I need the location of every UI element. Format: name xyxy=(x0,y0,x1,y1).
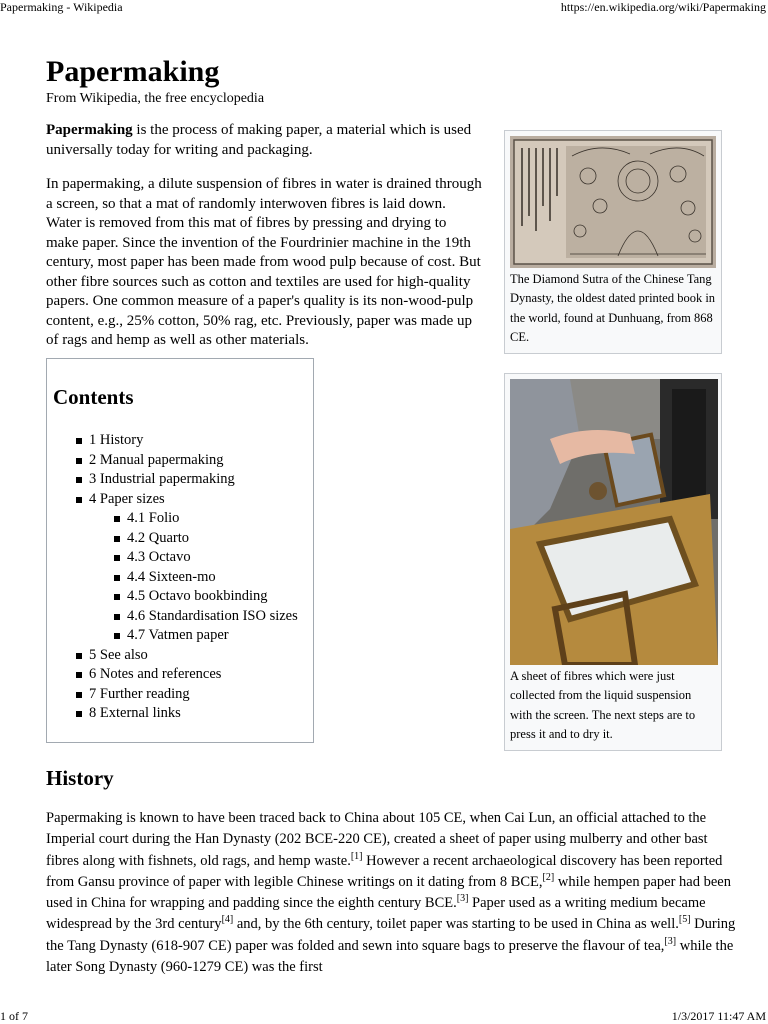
toc-item[interactable] xyxy=(47,607,315,627)
reference-link[interactable]: [1] xyxy=(350,850,363,862)
bullet-icon xyxy=(114,633,120,639)
page-title: Papermaking xyxy=(46,55,220,88)
toc-item[interactable] xyxy=(47,431,315,451)
bullet-icon xyxy=(76,672,82,678)
toc-item[interactable] xyxy=(47,529,315,549)
toc-item-label: 4.3 Octavo xyxy=(127,549,191,565)
toc-item[interactable] xyxy=(47,665,315,685)
intro-paragraph-1 xyxy=(46,121,482,160)
history-text: Papermaking is known to have been traced back to China about 105 CE, when Cai Lun, an official attached to the Imperial court during the Han Dynasty (202 BCE-220 CE), created a sheet of paper using mulberry and other bast fibres along with fishnets, old rags, and hemp waste. xyxy=(46,810,708,869)
history-text: During the Tang Dynasty (618-907 CE) paper was folded and sewn into square bags to preserve the flavour of tea, xyxy=(46,916,736,954)
toc-title: Contents xyxy=(53,385,134,409)
toc-item[interactable] xyxy=(47,548,315,568)
bullet-icon xyxy=(114,536,120,542)
toc-item-label: 4.7 Vatmen paper xyxy=(127,627,229,643)
bullet-icon xyxy=(76,458,82,464)
toc-item[interactable] xyxy=(47,704,315,724)
history-text: Paper used as a writing medium became widespread by the 3rd century xyxy=(46,895,706,933)
toc-item-label: 4.6 Standardisation ISO sizes xyxy=(127,607,298,624)
toc-item-label: 2 Manual papermaking xyxy=(89,451,224,468)
reference-link[interactable]: [2] xyxy=(542,872,555,884)
history-text: while hempen paper had been used in China for wrapping and padding since the eighth century BCE. xyxy=(46,873,731,912)
figure-caption: A sheet of fibres which were just collected from the liquid suspension with the screen. The next steps are to press it and to dry it. xyxy=(510,669,696,741)
bullet-icon xyxy=(76,653,82,659)
toc-item-label: 4.2 Quarto xyxy=(127,529,190,546)
reference-link[interactable]: [3] xyxy=(664,935,677,947)
bullet-icon xyxy=(114,516,120,522)
toc-item-label: 1 History xyxy=(89,432,144,448)
history-text: and, by the 6th century, toilet paper was starting to be used in China as well. xyxy=(233,916,679,933)
print-footer-timestamp: 1/3/2017 11:47 AM xyxy=(671,1009,766,1023)
figure-diamond-sutra xyxy=(504,130,722,354)
bullet-icon xyxy=(76,477,82,483)
toc-item[interactable] xyxy=(47,509,315,529)
toc-item[interactable] xyxy=(47,568,315,588)
toc-item-label: 4.5 Octavo bookbinding xyxy=(127,588,268,604)
reference-link[interactable]: [3] xyxy=(456,893,469,905)
intro-bold-term: Papermaking xyxy=(46,122,133,138)
paper-sheet-photo[interactable] xyxy=(510,379,718,665)
toc-item-label: 4 Paper sizes xyxy=(89,490,165,507)
toc-item[interactable] xyxy=(47,685,315,705)
diamond-sutra-image[interactable] xyxy=(510,136,716,268)
section-heading-history: History xyxy=(46,766,114,790)
bullet-icon xyxy=(114,555,120,561)
intro-text: is the process of making paper, a material which is used universally today for writing and packaging. xyxy=(46,122,472,158)
table-of-contents xyxy=(46,358,314,743)
bullet-icon xyxy=(114,575,120,581)
toc-item[interactable] xyxy=(47,451,315,471)
bullet-icon xyxy=(76,497,82,503)
toc-item-label: 4.4 Sixteen-mo xyxy=(127,568,216,585)
toc-item[interactable] xyxy=(47,626,315,646)
print-footer-page: 1 of 7 xyxy=(0,1009,28,1023)
bullet-icon xyxy=(76,692,82,698)
toc-item-label: 3 Industrial papermaking xyxy=(89,471,235,487)
reference-link[interactable]: [5] xyxy=(678,914,691,926)
toc-item[interactable] xyxy=(47,646,315,666)
figure-paper-sheet xyxy=(504,373,722,751)
toc-item-label: 7 Further reading xyxy=(89,685,190,702)
toc-item[interactable] xyxy=(47,470,315,490)
toc-item-label: 5 See also xyxy=(89,646,148,663)
bullet-icon xyxy=(76,711,82,717)
toc-item-label: 4.1 Folio xyxy=(127,510,180,526)
figure-caption: The Diamond Sutra of the Chinese Tang Dynasty, the oldest dated printed book in the world, found at Dunhuang, from 868 CE. xyxy=(510,272,716,344)
print-header-title: Papermaking - Wikipedia xyxy=(0,0,123,14)
toc-list xyxy=(47,431,315,724)
bullet-icon xyxy=(76,438,82,444)
intro-paragraph-2: In papermaking, a dilute suspension of fibres in water is drained through a screen, so that a mat of randomly interwoven fibres is laid down. Water is removed from this mat of fibres by pressing and drying to make paper. Since the invention of the Fourdrinier machine in the 19th century, most paper has been made from wood pulp because of cost. But other fibre sources such as cotton and textiles are used for high-quality papers. One common measure of a paper's quality is its non-wood-pulp content, e.g., 25% cotton, 50% rag, etc. Previously, paper was made up of rags and hemp as well as other materials. xyxy=(46,176,482,348)
toc-item-label: 8 External links xyxy=(89,705,181,721)
history-paragraph xyxy=(46,808,736,978)
toc-item[interactable] xyxy=(47,490,315,510)
history-text: while the later Song Dynasty (960-1279 CE) was the first xyxy=(46,937,734,976)
page-subtitle: From Wikipedia, the free encyclopedia xyxy=(46,91,265,106)
history-text: However a recent archaeological discovery has been reported from Gansu province of paper with legible Chinese writings on it dating from 8 BCE, xyxy=(46,852,723,890)
toc-item-label: 6 Notes and references xyxy=(89,666,222,682)
reference-link[interactable]: [4] xyxy=(221,914,234,926)
bullet-icon xyxy=(114,594,120,600)
bullet-icon xyxy=(114,614,120,620)
toc-item[interactable] xyxy=(47,587,315,607)
print-header-url: https://en.wikipedia.org/wiki/Papermaking xyxy=(560,0,766,14)
